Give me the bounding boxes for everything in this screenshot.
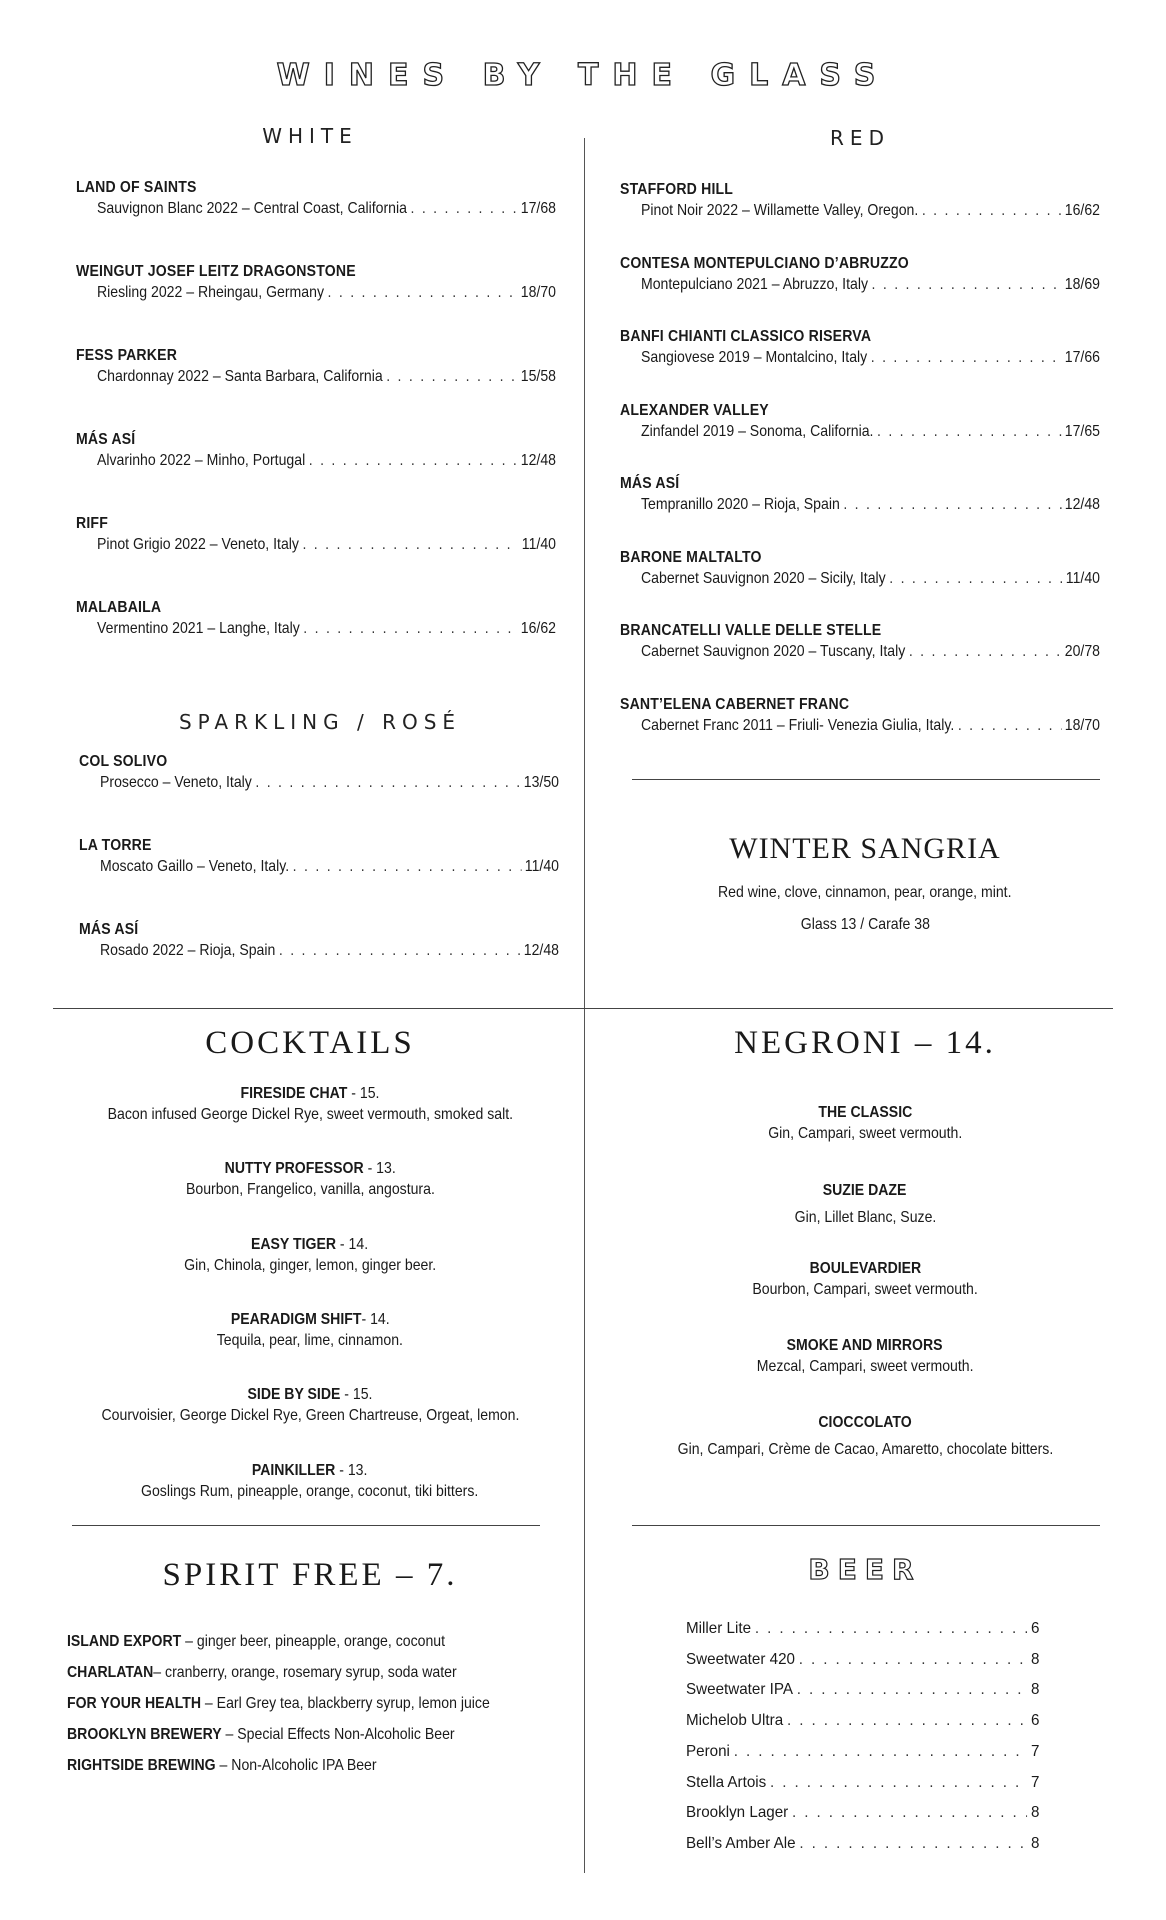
cocktail-price: - 13. — [363, 1160, 396, 1178]
cocktail-price: - 14. — [336, 1235, 369, 1253]
cocktail-title — [60, 1234, 560, 1255]
wine-item — [620, 621, 1165, 663]
cocktail-price: - 15. — [347, 1085, 380, 1102]
wine-description: Cabernet Sauvignon 2020 – Sicily, Italy — [641, 569, 886, 587]
wine-detail — [641, 641, 1100, 663]
sangria-heading: WINTER SANGRIA — [729, 832, 1001, 865]
divider-rule — [72, 1525, 540, 1526]
beer-item — [686, 1802, 1039, 1824]
wine-price: 17/66 — [1064, 349, 1100, 366]
divider-rule — [632, 779, 1100, 780]
dot-leader — [309, 450, 518, 472]
cocktail-title — [60, 1309, 560, 1330]
wine-item — [79, 836, 624, 878]
cocktail-title-text — [224, 1158, 395, 1179]
page-title: WINES BY THE GLASS — [276, 58, 890, 93]
wine-detail — [97, 198, 556, 220]
beer-name: Michelob Ultra — [686, 1712, 784, 1730]
wine-detail — [97, 618, 556, 640]
wine-description: Pinot Noir 2022 – Willamette Valley, Oregon. — [641, 202, 919, 219]
negroni-ingredients-text: Gin, Campari, sweet vermouth. — [767, 1125, 963, 1142]
negroni-name — [620, 1335, 1110, 1356]
cocktail-title — [60, 1384, 560, 1405]
cocktail-ingredients-text: Gin, Chinola, ginger, lemon, ginger beer. — [183, 1256, 437, 1274]
wine-price: 11/40 — [524, 858, 559, 875]
sparkling-heading: SPARKLING / ROSÉ — [178, 710, 462, 734]
wine-item — [76, 598, 621, 640]
beer-name: Brooklyn Lager — [686, 1804, 789, 1822]
cocktail-ingredients-text: Courvoisier, George Dickel Rye, Green Chartreuse, Orgeat, lemon. — [101, 1407, 519, 1425]
cocktail-item — [60, 1309, 560, 1352]
wine-item — [620, 695, 1165, 737]
wine-price: 17/68 — [520, 200, 556, 217]
beer-item — [686, 1710, 1039, 1732]
negroni-name — [620, 1258, 1110, 1279]
wine-producer: MÁS ASÍ — [76, 431, 136, 448]
wine-producer: LA TORRE — [79, 837, 152, 854]
dot-leader — [734, 1741, 1027, 1763]
cocktail-name: EASY TIGER — [251, 1235, 337, 1253]
wine-description: Riesling 2022 – Rheingau, Germany — [97, 284, 324, 301]
cocktail-title — [60, 1460, 560, 1481]
wine-item — [620, 254, 1165, 296]
negroni-item — [620, 1180, 1110, 1229]
negroni-item — [620, 1335, 1110, 1378]
wine-item — [79, 752, 624, 794]
wine-description: Zinfandel 2019 – Sonoma, California. — [641, 422, 874, 440]
spirit-free-name: FOR YOUR HEALTH — [67, 1695, 202, 1712]
wine-detail — [641, 715, 1100, 737]
wine-detail — [97, 450, 556, 472]
wine-producer: MÁS ASÍ — [79, 921, 139, 938]
wine-detail — [641, 568, 1100, 590]
wine-price: 15/58 — [520, 368, 556, 385]
wine-item — [76, 430, 621, 472]
beer-name: Miller Lite — [686, 1620, 752, 1637]
section-divider — [53, 1008, 1113, 1009]
wine-producer: MALABAILA — [76, 599, 162, 616]
cocktail-item — [60, 1234, 560, 1277]
wine-price: 16/62 — [520, 620, 556, 637]
spirit-free-item — [67, 1631, 445, 1653]
negroni-ingredients-text: Bourbon, Campari, sweet vermouth. — [752, 1281, 978, 1298]
spirit-free-heading: SPIRIT FREE – 7. — [162, 1557, 458, 1593]
dot-leader — [386, 366, 517, 388]
cocktail-title-text — [252, 1460, 368, 1481]
wine-producer: BARONE MALTALTO — [620, 548, 762, 566]
wine-producer: CONTESA MONTEPULCIANO D’ABRUZZO — [620, 254, 909, 272]
spirit-free-description: – cranberry, orange, rosemary syrup, soda water — [153, 1664, 457, 1681]
cocktail-ingredients-text: Bacon infused George Dickel Rye, sweet vermouth, smoked salt. — [107, 1106, 513, 1123]
column-divider — [584, 138, 585, 1873]
wine-producer: SANT’ELENA CABERNET FRANC — [620, 695, 850, 713]
wine-price: 16/62 — [1064, 202, 1100, 219]
wine-description: Pinot Grigio 2022 – Veneto, Italy — [97, 536, 299, 553]
spirit-free-item — [67, 1724, 455, 1746]
dot-leader — [328, 282, 518, 304]
dot-leader — [799, 1649, 1027, 1671]
cocktail-ingredients-text: Bourbon, Frangelico, vanilla, angostura. — [185, 1181, 435, 1199]
wine-producer: STAFFORD HILL — [620, 181, 734, 198]
cocktail-item — [60, 1384, 560, 1427]
wine-item — [620, 401, 1165, 443]
wine-item — [76, 262, 621, 304]
beer-price: 7 — [1030, 1742, 1040, 1760]
cocktail-ingredients — [60, 1179, 560, 1201]
wine-description: Moscato Gaillo – Veneto, Italy. — [100, 858, 290, 875]
dot-leader — [293, 856, 522, 878]
dot-leader — [877, 421, 1061, 443]
wine-detail — [641, 274, 1100, 296]
cocktail-price: - 14. — [361, 1310, 390, 1328]
wine-description: Prosecco – Veneto, Italy — [100, 774, 252, 791]
negroni-name — [620, 1412, 1110, 1433]
wine-description: Tempranillo 2020 – Rioja, Spain — [641, 496, 840, 513]
negroni-item — [620, 1102, 1110, 1145]
spirit-free-description: – Special Effects Non-Alcoholic Beer — [221, 1726, 455, 1743]
negroni-name-text: CIOCCOLATO — [818, 1414, 912, 1431]
negroni-ingredients — [620, 1207, 1110, 1229]
negroni-item — [620, 1412, 1110, 1461]
dot-leader — [279, 940, 520, 962]
wine-price: 13/50 — [523, 774, 559, 791]
wine-detail — [100, 772, 559, 794]
cocktail-name: PEARADIGM SHIFT — [230, 1310, 362, 1328]
dot-leader — [755, 1618, 1027, 1640]
beer-item — [686, 1679, 1039, 1701]
wine-price: 20/78 — [1064, 643, 1100, 660]
beer-price: 8 — [1030, 1804, 1040, 1822]
beer-price: 6 — [1030, 1620, 1040, 1637]
beer-name: Peroni — [686, 1742, 730, 1760]
wine-detail — [97, 534, 556, 556]
cocktail-ingredients — [60, 1255, 560, 1277]
wine-price: 11/40 — [1065, 569, 1100, 587]
wine-item — [76, 514, 621, 556]
cocktail-name: NUTTY PROFESSOR — [224, 1160, 364, 1178]
wine-item — [79, 920, 624, 962]
dot-leader — [797, 1679, 1027, 1701]
cocktail-ingredients-text: Goslings Rum, pineapple, orange, coconut, tiki bitters. — [141, 1482, 479, 1500]
wine-description: Sauvignon Blanc 2022 – Central Coast, California — [97, 200, 407, 217]
spirit-free-item — [67, 1755, 377, 1777]
negroni-ingredients — [620, 1439, 1110, 1461]
wine-producer: WEINGUT JOSEF LEITZ DRAGONSTONE — [76, 263, 356, 280]
wine-producer: BANFI CHIANTI CLASSICO RISERVA — [620, 328, 872, 345]
beer-price: 7 — [1030, 1773, 1040, 1791]
wine-description: Rosado 2022 – Rioja, Spain — [100, 942, 276, 959]
wine-item — [76, 346, 621, 388]
beer-item — [686, 1618, 1039, 1640]
cocktail-name: FIRESIDE CHAT — [240, 1085, 348, 1102]
beer-item — [686, 1649, 1039, 1671]
spirit-free-name: ISLAND EXPORT — [67, 1633, 182, 1650]
sangria-price: Glass 13 / Carafe 38 — [800, 916, 930, 933]
cocktail-ingredients — [60, 1104, 560, 1126]
wine-producer: LAND OF SAINTS — [76, 179, 197, 196]
cocktails-heading: COCKTAILS — [205, 1025, 415, 1061]
negroni-heading: NEGRONI – 14. — [734, 1025, 996, 1061]
wine-detail — [641, 421, 1100, 443]
negroni-name — [620, 1180, 1110, 1201]
negroni-ingredients — [620, 1279, 1110, 1301]
wine-price: 11/40 — [521, 536, 556, 553]
dot-leader — [792, 1802, 1027, 1824]
dot-leader — [909, 641, 1061, 663]
wine-item — [620, 474, 1165, 516]
wine-item — [620, 327, 1165, 369]
divider-rule — [632, 1525, 1100, 1526]
wine-detail — [100, 940, 559, 962]
cocktail-title-text — [231, 1309, 390, 1330]
cocktail-ingredients — [60, 1405, 560, 1427]
wine-detail — [100, 856, 559, 878]
negroni-ingredients-text: Gin, Campari, Crème de Cacao, Amaretto, chocolate bitters. — [677, 1441, 1053, 1458]
cocktail-ingredients — [60, 1330, 560, 1352]
dot-leader — [922, 200, 1061, 222]
wine-description: Chardonnay 2022 – Santa Barbara, California — [97, 368, 383, 385]
spirit-free-name: RIGHTSIDE BREWING — [67, 1757, 216, 1774]
cocktail-name: PAINKILLER — [252, 1461, 336, 1479]
negroni-name-text: THE CLASSIC — [818, 1104, 912, 1121]
beer-heading: BEER — [808, 1553, 922, 1586]
wine-item — [76, 178, 621, 220]
wine-producer: BRANCATELLI VALLE DELLE STELLE — [620, 622, 882, 639]
cocktail-ingredients-text: Tequila, pear, lime, cinnamon. — [216, 1331, 404, 1349]
beer-item — [686, 1772, 1039, 1794]
negroni-item — [620, 1258, 1110, 1301]
spirit-free-description: – Non-Alcoholic IPA Beer — [215, 1757, 377, 1774]
cocktail-title — [60, 1083, 560, 1104]
beer-price: 8 — [1030, 1681, 1040, 1699]
red-heading: RED — [830, 126, 890, 150]
wine-price: 12/48 — [1064, 496, 1100, 513]
wine-description: Alvarinho 2022 – Minho, Portugal — [97, 452, 306, 469]
sangria-description: Red wine, clove, cinnamon, pear, orange, mint. — [718, 884, 1012, 901]
negroni-ingredients-text: Mezcal, Campari, sweet vermouth. — [756, 1358, 974, 1375]
wine-detail — [641, 200, 1100, 222]
wine-detail — [641, 494, 1100, 516]
spirit-free-item — [67, 1662, 457, 1684]
beer-item — [686, 1833, 1039, 1855]
wine-price: 18/70 — [1064, 716, 1100, 734]
wine-price: 17/65 — [1064, 422, 1100, 440]
wine-producer: RIFF — [76, 515, 108, 532]
cocktail-price: - 13. — [335, 1461, 368, 1479]
cocktail-item — [60, 1460, 560, 1503]
wine-detail — [97, 282, 556, 304]
cocktail-title — [60, 1158, 560, 1179]
beer-item — [686, 1741, 1039, 1763]
dot-leader — [410, 198, 517, 220]
dot-leader — [303, 618, 517, 640]
cocktail-item — [60, 1083, 560, 1126]
dot-leader — [872, 274, 1062, 296]
cocktail-name: SIDE BY SIDE — [247, 1386, 341, 1404]
negroni-name — [620, 1102, 1110, 1123]
spirit-free-name: CHARLATAN — [67, 1664, 154, 1681]
beer-name: Sweetwater 420 — [686, 1650, 795, 1668]
cocktail-price: - 15. — [340, 1386, 373, 1404]
white-heading: WHITE — [262, 124, 358, 148]
beer-name: Sweetwater IPA — [686, 1681, 794, 1699]
cocktail-item — [60, 1158, 560, 1201]
negroni-name-text: BOULEVARDIER — [809, 1260, 921, 1277]
wine-price: 12/48 — [523, 942, 559, 959]
beer-price: 6 — [1030, 1712, 1040, 1730]
dot-leader — [958, 715, 1061, 737]
wine-item — [620, 180, 1165, 222]
negroni-ingredients — [620, 1123, 1110, 1145]
dot-leader — [255, 772, 520, 794]
wine-description: Montepulciano 2021 – Abruzzo, Italy — [641, 275, 868, 293]
dot-leader — [302, 534, 518, 556]
dot-leader — [871, 347, 1061, 369]
spirit-free-description: – Earl Grey tea, blackberry syrup, lemon juice — [201, 1695, 490, 1712]
negroni-name-text: SMOKE AND MIRRORS — [787, 1337, 943, 1354]
dot-leader — [770, 1772, 1027, 1794]
wine-description: Cabernet Sauvignon 2020 – Tuscany, Italy — [641, 643, 906, 660]
wine-producer: COL SOLIVO — [79, 753, 168, 770]
cocktail-title-text — [248, 1384, 373, 1405]
wine-description: Cabernet Franc 2011 – Friuli- Venezia Giulia, Italy. — [641, 716, 955, 734]
negroni-ingredients-text: Gin, Lillet Blanc, Suze. — [794, 1209, 936, 1226]
dot-leader — [787, 1710, 1027, 1732]
wine-detail — [97, 366, 556, 388]
wine-producer: ALEXANDER VALLEY — [620, 401, 769, 419]
dot-leader — [889, 568, 1062, 590]
cocktail-ingredients — [60, 1481, 560, 1503]
wine-price: 12/48 — [520, 452, 556, 469]
wine-detail — [641, 347, 1100, 369]
spirit-free-item — [67, 1693, 490, 1715]
dot-leader — [799, 1833, 1027, 1855]
beer-price: 8 — [1030, 1650, 1040, 1668]
wine-price: 18/69 — [1064, 275, 1100, 293]
wine-description: Vermentino 2021 – Langhe, Italy — [97, 620, 300, 637]
spirit-free-name: BROOKLYN BREWERY — [67, 1726, 222, 1743]
beer-price: 8 — [1030, 1834, 1040, 1852]
wine-price: 18/70 — [520, 284, 556, 301]
negroni-ingredients — [620, 1356, 1110, 1378]
beer-name: Bell’s Amber Ale — [686, 1834, 796, 1852]
beer-name: Stella Artois — [686, 1773, 767, 1791]
dot-leader — [843, 494, 1061, 516]
negroni-name-text: SUZIE DAZE — [823, 1182, 907, 1199]
spirit-free-description: – ginger beer, pineapple, orange, coconut — [181, 1633, 446, 1650]
wine-producer: FESS PARKER — [76, 347, 178, 364]
wine-producer: MÁS ASÍ — [620, 475, 680, 492]
wine-description: Sangiovese 2019 – Montalcino, Italy — [641, 349, 868, 366]
wine-item — [620, 548, 1165, 590]
cocktail-title-text — [240, 1083, 379, 1104]
cocktail-title-text — [251, 1234, 368, 1255]
